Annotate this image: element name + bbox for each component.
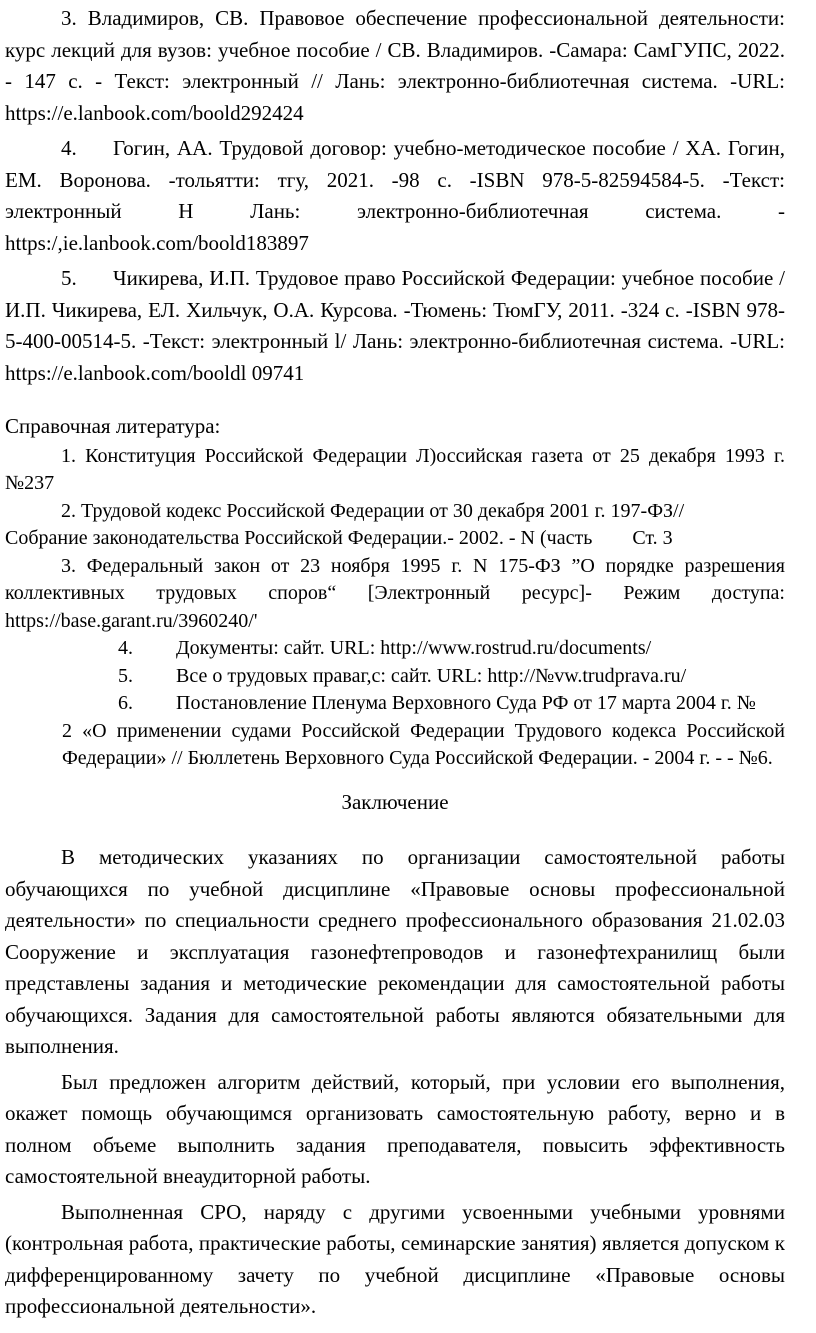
reference-item xyxy=(118,635,785,663)
item-text: Гогин, АА. Трудовой договор: учебно-методическое пособие / ХА. Гогин, ЕМ. Воронова. -тольятти: тгу, 2021. -98 с. -ISBN 978-5-82594584-5. -Текст: электронный Н Лань: электронно-библиотечная система. - https:/,ie.lanbook.com/boold183897 xyxy=(5,136,785,255)
item-text: Владимиров, СВ. Правовое обеспечение профессиональной деятельности: курс лекций для вузов: учебное пособие / СВ. Владимиров. -Самара: СамГУПС, 2022. - 147 с. - Текст: электронный // Лань: электронно-библиотечная система. -URL: https://e.lanbook.com/boold292424 xyxy=(5,6,786,125)
reference-item: 3. Федеральный закон от 23 ноября 1995 г. N 175-ФЗ ”О порядке разрешения коллективных трудовых споров“ [Электронный ресурс]- Режим доступа: https://base.garant.ru/3960240/' xyxy=(5,554,785,632)
item-text: Постановление Пленума Верховного Суда РФ от 17 марта 2004 г. № xyxy=(176,692,756,714)
reference-item: 1. Конституция Российской Федерации Л)оссийская газета от 25 декабря 1993 г. №237 xyxy=(5,444,785,494)
bibliography-item xyxy=(5,263,785,389)
conclusion-heading: Заключение xyxy=(341,789,449,814)
reference-item: Собрание законодательства Российской Федерации.- 2002. - N (часть Ст. 3 xyxy=(5,527,673,549)
item-text: Чикирева, И.П. Трудовое право Российской Федерации: учебное пособие / И.П. Чикирева, ЕЛ. Хильчук, О.А. Курсова. -Тюмень: ТюмГУ, 2011. -324 с. -ISBN 978-5-400-00514-5. -Текст: электронный l/ Лань: электронно-библиотечная система. -URL: https://e.lanbook.com/booldl 09741 xyxy=(5,266,785,385)
reference-heading: Справочная литература: xyxy=(5,414,221,438)
conclusion-paragraph: Выполненная СРО, наряду с другими усвоенными учебными уровнями (контрольная работа, практические работы, семинарские занятия) является допуском к дифференцированному зачету по учебной дисциплине «Правовые основы профессиональной деятельности». xyxy=(5,1199,785,1318)
reference-item xyxy=(118,690,785,718)
item-number: 5. xyxy=(118,664,133,687)
item-number: 4. xyxy=(118,637,133,659)
item-text: Документы: сайт. URL: http://www.rostrud.ru/documents/ xyxy=(176,637,652,659)
conclusion-paragraph: В методических указаниях по организации самостоятельной работы обучающихся по учебной дисциплине «Правовые основы профессиональной деятельности» по специальности среднего профессионального образования 21.02.03 Сооружение и эксплуатация газонефтепроводов и газонефтехранилищ были представлены задания и методические рекомендации для самостоятельной работы обучающихся. Задания для самостоятельной работы являются обязательными для выполнения. xyxy=(5,845,785,1058)
item-number: 4. xyxy=(61,136,77,160)
bibliography-item xyxy=(5,133,785,259)
reference-item: 2. Трудовой кодекс Российской Федерации от 30 декабря 2001 г. 197-ФЗ// xyxy=(61,499,685,522)
conclusion-paragraph: Был предложен алгоритм действий, который, при условии его выполнения, окажет помощь обучающимся организовать самостоятельную работу, верно и в полном объеме выполнить задания преподавателя, повысить эффективность самостоятельной внеаудиторной работы. xyxy=(5,1069,785,1188)
item-number: 3. xyxy=(61,6,77,30)
bibliography-item xyxy=(5,3,785,129)
reference-item xyxy=(118,663,785,691)
reference-item: 2 «О применении судами Российской Федерации Трудового кодекса Российской Федерации» // Бюллетень Верховного Суда Российской Федерации. - 2004 г. - - №6. xyxy=(62,719,785,769)
item-number: 5. xyxy=(61,266,77,290)
item-text: Все о трудовых праваг,с: сайт. URL: http://№vw.trudprava.ru/ xyxy=(176,664,687,687)
item-number: 6. xyxy=(118,692,133,714)
